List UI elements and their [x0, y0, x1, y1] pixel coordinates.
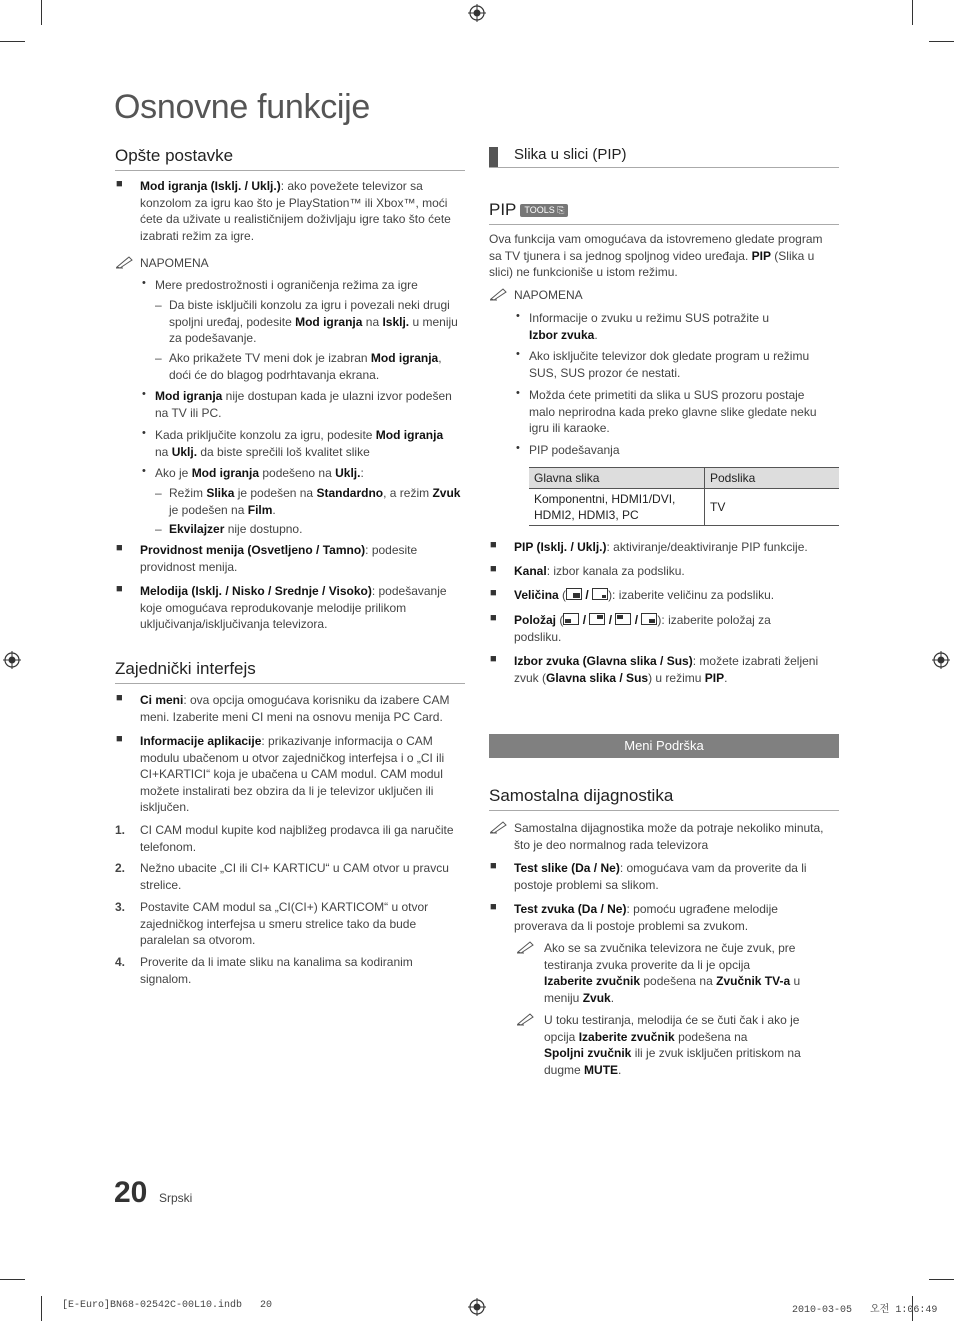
position-bottom-right-icon — [641, 613, 657, 625]
step-number: 4. — [115, 955, 126, 969]
footer-date: 2010-03-05 오전 1:06:49 — [792, 1305, 938, 1316]
registration-mark-icon — [468, 1298, 486, 1316]
page-number: 20 — [114, 1176, 148, 1209]
square-bullet-icon: ■ — [490, 612, 497, 624]
crop-mark — [41, 1296, 42, 1321]
paragraph-informacije: Informacije aplikacije: prikazivanje informacija o CAM modulu ubačenom u otvor zajedničkog interfejsa i o „CI ili CI+KARTICI“ koja je ubačena u CAM modul. CAM modul možete instalirati bez obzira da li je televizor uključen ili isključen. — [140, 734, 445, 814]
sub-note: Režim Slika je podešen na Standardno, a režim Zvuk je podešen na Film. — [169, 486, 461, 517]
dot-bullet-icon: • — [516, 310, 520, 322]
square-bullet-icon: ■ — [116, 178, 123, 190]
page-language: Srpski — [159, 1191, 193, 1205]
tools-badge: TOOLS ⎘ — [520, 204, 568, 217]
note-line: Informacije o zvuku u režimu SUS potražite u Izbor zvuka. — [529, 311, 770, 342]
dash-bullet-icon: – — [155, 522, 162, 536]
paragraph-izbor-zvuka: Izbor zvuka (Glavna slika / Sus): možete izabrati željeni zvuk (Glavna slika / Sus) u režimu PIP. — [514, 654, 819, 685]
pip-settings-table — [529, 467, 839, 526]
registration-mark-icon — [932, 651, 950, 669]
position-bottom-left-icon — [563, 613, 579, 625]
note-pencil-icon — [115, 255, 135, 269]
dot-bullet-icon: • — [142, 465, 146, 477]
paragraph-polozaj: Položaj ( / / / ): izaberite položaj za podsliku. — [514, 613, 771, 644]
section-heading-zajednicki: Zajednički interfejs — [115, 659, 465, 684]
crop-mark — [0, 1279, 25, 1280]
note-line: Mod igranja nije dostupan kada je ulazni izvor podešen na TV ili PC. — [155, 389, 452, 420]
footer-file: [E-Euro]BN68-02542C-00L10.indb 20 — [62, 1300, 273, 1311]
section-heading-opste: Opšte postavke — [115, 146, 465, 171]
sub-note: Da biste isključili konzolu za igru i povezali neki drugi spoljni uređaj, podesite Mod igranja na Isklj. u meniju za podešavanje. — [169, 298, 458, 345]
step-number: 3. — [115, 900, 126, 914]
crop-mark — [912, 0, 913, 25]
square-bullet-icon: ■ — [116, 692, 123, 704]
crop-mark — [0, 41, 25, 42]
position-top-left-icon — [615, 613, 631, 625]
step-number: 1. — [115, 823, 126, 837]
paragraph-test-zvuka: Test zvuka (Da / Ne): pomoću ugrađene melodije proverava da li postoje problemi sa zvukom. — [514, 902, 778, 933]
table-cell: Komponentni, HDMI1/DVI, HDMI2, HDMI3, PC — [529, 489, 705, 526]
note-pencil-icon — [516, 1012, 536, 1026]
note-line: Ako je Mod igranja podešeno na Uklj.: — [155, 466, 364, 480]
paragraph-velicina: Veličina ( / ): izaberite veličinu za podsliku. — [514, 588, 775, 602]
section-heading-samostalna: Samostalna dijagnostika — [489, 786, 839, 811]
dot-bullet-icon: • — [142, 388, 146, 400]
table-row — [529, 489, 839, 526]
note-line: Ako isključite televizor dok gledate program u režimu SUS, SUS prozor će nestati. — [529, 349, 810, 380]
section-heading-pip: Slika u slici (PIP) — [489, 146, 839, 168]
crop-mark — [929, 41, 954, 42]
paragraph-providnost: Providnost menija (Osvetljeno / Tamno): podesite providnost menija. — [140, 543, 418, 574]
sub-note: Ako prikažete TV meni dok je izabran Mod igranja, doći će do blagog podrhtavanja ekrana. — [169, 351, 442, 382]
dot-bullet-icon: • — [516, 442, 520, 454]
napomena-label: NAPOMENA — [140, 256, 209, 270]
crop-mark — [929, 1279, 954, 1280]
dot-bullet-icon: • — [142, 277, 146, 289]
paragraph-melodija: Melodija (Isklj. / Nisko / Srednje / Visoko): podešavanje koje omogućava reprodukovanje melodije prilikom uključivanja/isključivanja televizora. — [140, 584, 447, 631]
dash-bullet-icon: – — [155, 351, 162, 365]
step-text: Postavite CAM modul sa „CI(CI+) KARTICOM“ u otvor zajedničkog interfejsa u smeru strelice tako da bude paralelan sa otvorom. — [140, 900, 429, 947]
note-pencil-icon — [516, 940, 536, 954]
square-bullet-icon: ■ — [490, 587, 497, 599]
table-header-cell: Glavna slika — [529, 468, 705, 489]
square-bullet-icon: ■ — [490, 860, 497, 872]
step-text: CI CAM modul kupite kod najbližeg prodavca ili ga naručite telefonom. — [140, 823, 454, 854]
dot-bullet-icon: • — [142, 427, 146, 439]
menu-bar-podrska: Meni Podrška — [489, 734, 839, 758]
table-header-cell: Podslika — [705, 468, 840, 489]
square-bullet-icon: ■ — [116, 583, 123, 595]
square-bullet-icon: ■ — [116, 733, 123, 745]
table-cell: TV — [705, 489, 840, 526]
dash-bullet-icon: – — [155, 486, 162, 500]
note-line: PIP podešavanja — [529, 443, 620, 457]
registration-mark-icon — [468, 4, 486, 22]
square-bullet-icon: ■ — [490, 539, 497, 551]
crop-mark — [41, 0, 42, 25]
note-line: Kada priključite konzolu za igru, podesite Mod igranja na Uklj. da biste sprečili loš kvalitet slike — [155, 428, 444, 459]
dot-bullet-icon: • — [516, 387, 520, 399]
test-zvuka-note: Ako se sa zvučnika televizora ne čuje zvuk, pre testiranja zvuka proverite da li je opcija Izaberite zvučnik podešena na Zvučnik TV-a u meniju Zvuk. — [544, 941, 801, 1005]
step-text: Proverite da li imate sliku na kanalima sa kodiranim signalom. — [140, 955, 413, 986]
note-pencil-icon — [489, 287, 509, 301]
paragraph-kanal: Kanal: izbor kanala za podsliku. — [514, 564, 685, 578]
size-small-icon — [592, 588, 608, 600]
note-line: Mere predostrožnosti i ograničenja režima za igre — [155, 278, 418, 292]
note-line: Možda ćete primetiti da slika u SUS prozoru postaje malo neprirodna kada preko glavne slike gledate neku igru ili karaoke. — [529, 388, 817, 435]
position-top-right-icon — [589, 613, 605, 625]
registration-mark-icon — [3, 651, 21, 669]
paragraph-pip: PIP (Isklj. / Uklj.): aktiviranje/deaktiviranje PIP funkcije. — [514, 540, 808, 554]
pip-heading: PIP TOOLS ⎘ — [489, 200, 839, 225]
square-bullet-icon: ■ — [490, 563, 497, 575]
paragraph-ci-meni: Ci meni: ova opcija omogućava korisniku da izabere CAM meni. Izaberite meni CI meni na osnovu menija PC Card. — [140, 693, 450, 724]
dash-bullet-icon: – — [155, 298, 162, 312]
square-bullet-icon: ■ — [490, 901, 497, 913]
sub-note: Ekvilajzer nije dostupno. — [169, 522, 303, 536]
note-pencil-icon — [489, 820, 509, 834]
pip-intro: Ova funkcija vam omogućava da istovremeno gledate program sa TV tjunera i sa jednog spoljnog video uređaja. PIP (Slika u slici) ne funkcioniše u istom režimu. — [489, 232, 823, 279]
square-bullet-icon: ■ — [490, 653, 497, 665]
paragraph-mod-igranja: Mod igranja (Isklj. / Uklj.): ako povežete televizor sa konzolom za igru kao što je PlayStation™ ili Xbox™, moći ćete da uživate u realističnijem doživljaju igre tako što ćete izabrati režim za igre. — [140, 179, 451, 243]
step-text: Nežno ubacite „CI ili CI+ KARTICU“ u CAM otvor u pravcu strelice. — [140, 861, 449, 892]
step-number: 2. — [115, 861, 126, 875]
samostalna-note: Samostalna dijagnostika može da potraje nekoliko minuta, što je deo normalnog rada televizora — [514, 821, 824, 852]
test-zvuka-note: U toku testiranja, melodija će se čuti čak i ako je opcija Izaberite zvučnik podešena na Spoljni zvučnik ili je zvuk isključen pritiskom na dugme MUTE. — [544, 1013, 801, 1077]
table-header-row — [529, 468, 839, 489]
page-title: Osnovne funkcije — [114, 88, 371, 126]
dot-bullet-icon: • — [516, 348, 520, 360]
napomena-label: NAPOMENA — [514, 288, 583, 302]
size-large-icon — [566, 588, 582, 600]
square-bullet-icon: ■ — [116, 542, 123, 554]
paragraph-test-slike: Test slike (Da / Ne): omogućava vam da proverite da li postoje problemi sa slikom. — [514, 861, 807, 892]
